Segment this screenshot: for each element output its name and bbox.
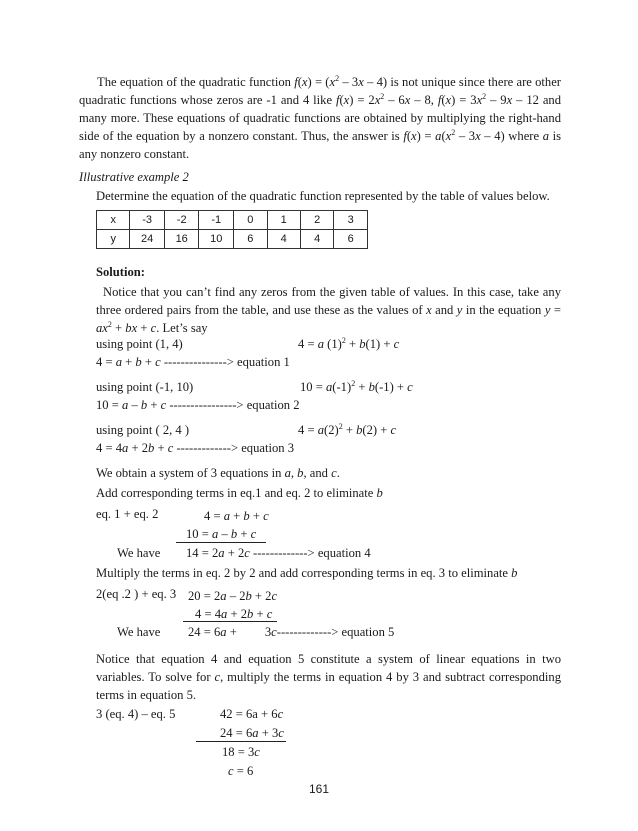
table-cell: 16: [164, 230, 199, 249]
point-2-label: using point (-1, 10): [96, 380, 194, 394]
equation-1: 4 = a + b + c ---------------> equation 1: [96, 355, 290, 369]
sum-rule: [183, 621, 277, 622]
we-have-label-1: We have: [117, 546, 161, 560]
page-number: 161: [308, 782, 330, 796]
table-row-y: [97, 230, 368, 249]
table-cell: 1: [267, 211, 300, 230]
table-cell: 6: [234, 230, 267, 249]
table-cell: -2: [164, 211, 199, 230]
add-line-2: 10 = a – b + c: [186, 527, 257, 541]
notice-paragraph: Notice that equation 4 and equation 5 constitute a system of linear equations in two variables. To solve for c, multiply the terms in equation 4 by 3 and subtract corresponding terms in equation 5.: [96, 652, 561, 702]
point-2-substitution: $10 = a(-1)^2 + b(-1) + c$: [300, 379, 413, 394]
point-3-label: using point ( 2, 4 ): [96, 423, 190, 437]
point-1-substitution: 4 = a $(1)^2 + b(1) + c$: [298, 336, 400, 351]
point-3-substitution: $4 = a(2)^2 + b(2) + c$: [298, 422, 397, 437]
final-label: 3 (eq. 4) – eq. 5: [96, 707, 176, 721]
solution-c: c = 6: [228, 764, 254, 778]
values-table: [96, 210, 368, 249]
example-heading: Illustrative example 2: [79, 170, 189, 184]
sum-rule: [196, 741, 286, 742]
multiply-instruction: Multiply the terms in eq. 2 by 2 and add corresponding terms in eq. 3 to eliminate b: [96, 566, 518, 580]
final-line-1: 42 = 6a + 6c: [220, 707, 284, 721]
example-prompt: Determine the equation of the quadratic function represented by the table of values below.: [96, 189, 550, 203]
sum-rule: [176, 542, 266, 543]
table-cell: 10: [199, 230, 234, 249]
add-line-1: 4 = a + b + c: [204, 509, 269, 523]
equation-5: 24 = 6a + 3c-------------> equation 5: [188, 625, 395, 639]
table-cell: 3: [334, 211, 368, 230]
equation-4: 14 = 2a + 2c -------------> equation 4: [186, 546, 371, 560]
add-label: eq. 1 + eq. 2: [96, 507, 159, 521]
equation-2: 10 = a – b + c ----------------> equation 2: [96, 398, 300, 412]
table-cell: -3: [130, 211, 165, 230]
table-cell: 6: [334, 230, 368, 249]
table-cell: 4: [300, 230, 333, 249]
equation-3: 4 = 4a + 2b + c -------------> equation 3: [96, 441, 295, 455]
multiply-label: 2(eq .2 ) + eq. 3: [96, 587, 177, 601]
add-instruction: Add corresponding terms in eq.1 and eq. 2 to eliminate b: [96, 486, 383, 500]
table-cell: -1: [199, 211, 234, 230]
intro-paragraph: The equation of the quadratic function $f(x) = (x^2 - 3x - 4)$ is not unique since there are other quadratic functions whose zeros are -1 and 4 like $f(x) = 2x^2 - 6x - 8$, $f(x) = 3x^2 - 9x - 12$ and many more. These equations of quadratic functions are obtained by multiplying the right-hand side of the equation by a nonzero constant. Thus, the answer is $f(x) = a(x^2 - 3x - 4)$ where a is any nonzero constant.: [79, 74, 562, 161]
table-cell: 2: [300, 211, 333, 230]
table-cell: 24: [130, 230, 165, 249]
we-have-label-2: We have: [117, 625, 161, 639]
table-cell: 4: [267, 230, 300, 249]
solution-heading: Solution:: [96, 265, 145, 279]
system-sentence: We obtain a system of 3 equations in a, b, and c.: [96, 466, 340, 480]
solution-paragraph: Notice that you can’t find any zeros from the given table of values. In this case, take any three ordered pairs from the table, and use these as the values of x and y in the equation $y = ax^2$ + bx + c. Let’s say: [96, 285, 561, 335]
table-cell: 0: [234, 211, 267, 230]
multiply-line-1: 20 = 2a – 2b + 2c: [188, 589, 278, 603]
final-line-2: 24 = 6a + 3c: [220, 726, 284, 740]
multiply-line-2: 4 = 4a + 2b + c: [195, 607, 273, 621]
table-row-x: [97, 211, 368, 230]
final-result: 18 = 3c: [222, 745, 260, 759]
table-cell: x: [97, 211, 130, 230]
point-1-label: using point (1, 4): [96, 337, 183, 351]
table-cell: y: [97, 230, 130, 249]
